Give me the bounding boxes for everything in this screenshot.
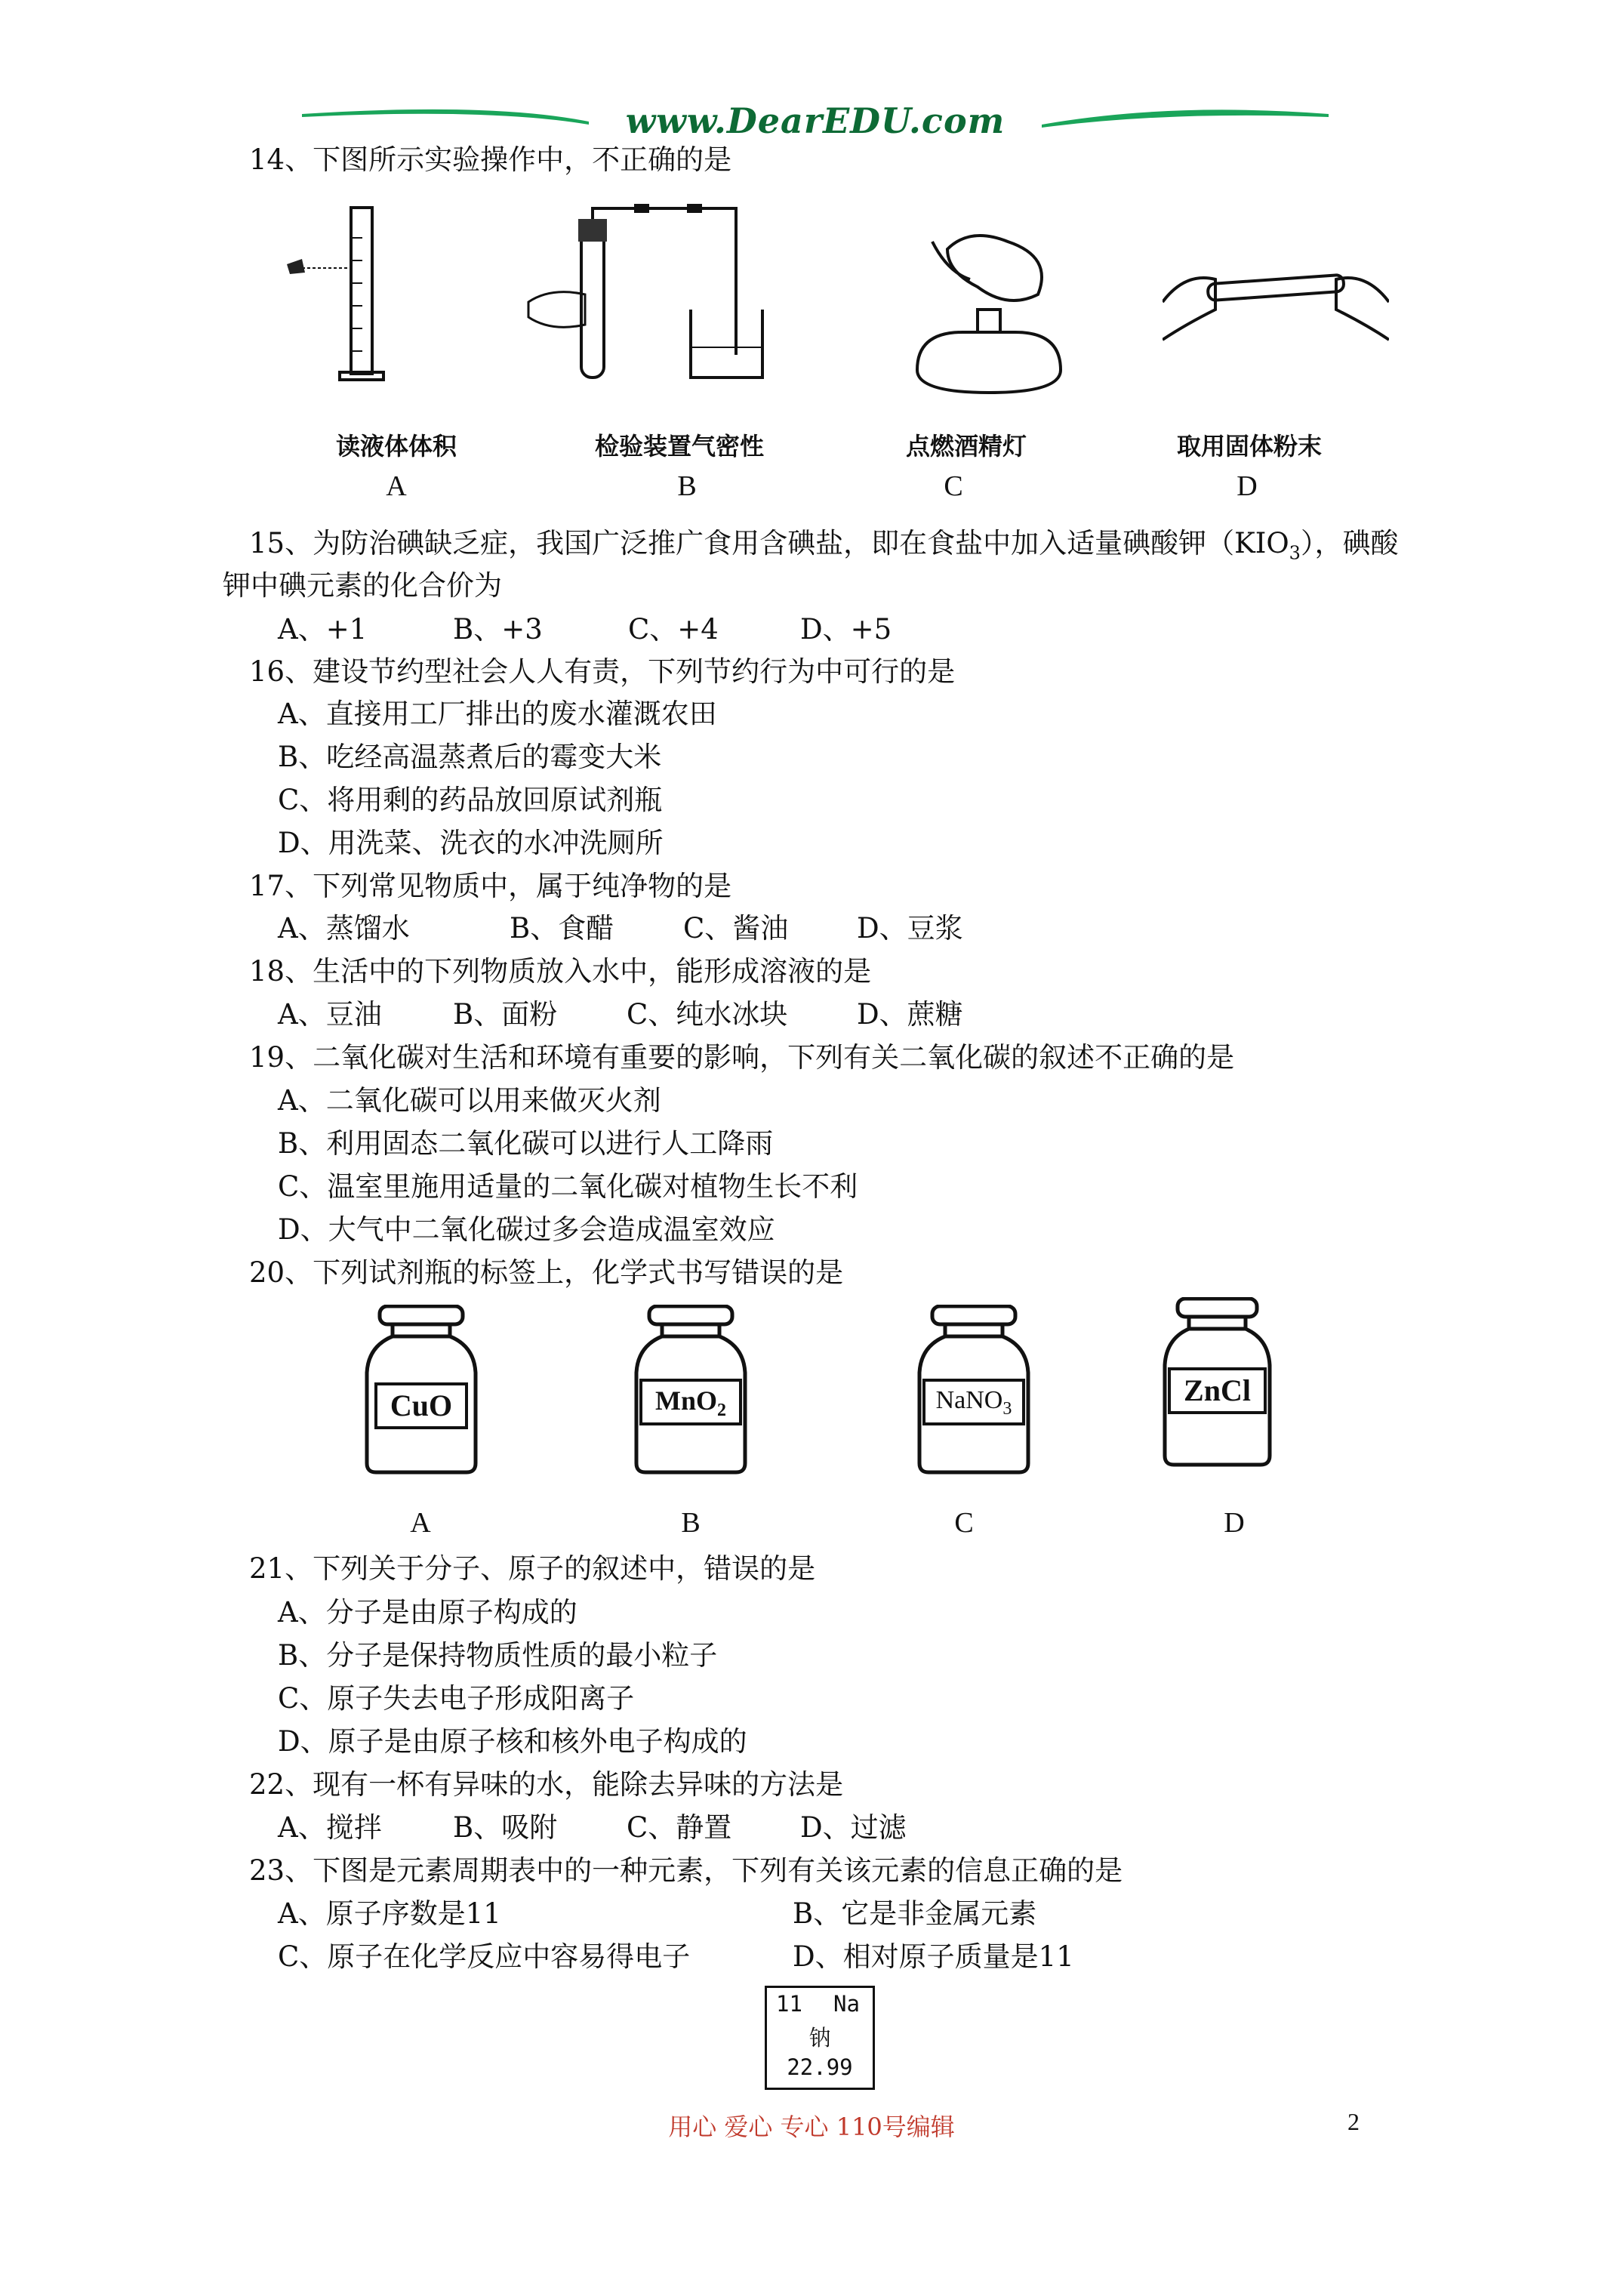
q16-option-d: D、用洗菜、洗衣的水冲洗厕所 (278, 827, 664, 859)
airtightness-figure (521, 204, 770, 400)
question-21: 21、下列关于分子、原子的叙述中，错误的是 (249, 1552, 816, 1585)
periodic-element-card (765, 1986, 875, 2090)
q17-option-a: A、蒸馏水 (278, 912, 410, 945)
q16-option-b: B、吃经高温蒸煮后的霉变大米 (278, 741, 662, 773)
bottle-c-label (924, 1386, 1024, 1419)
q21-option-a: A、分子是由原子构成的 (278, 1596, 577, 1629)
q19-option-c: C、温室里施用适量的二氧化碳对植物生长不利 (278, 1170, 858, 1203)
bottle-a-formula: CuO (390, 1388, 453, 1422)
element-mass: 22.99 (787, 2054, 853, 2080)
q15-subscript: 3 (1289, 542, 1301, 564)
q15-option-b: B、+3 (453, 613, 543, 646)
caption-a: 读液体体积 (335, 432, 457, 461)
caption-c: 点燃酒精灯 (905, 432, 1027, 461)
caption-b: 检验装置气密性 (594, 432, 764, 461)
q22-option-c: C、静置 (627, 1811, 732, 1844)
q18-option-a: A、豆油 (278, 998, 382, 1031)
question-22: 22、现有一杯有异味的水，能除去异味的方法是 (249, 1768, 844, 1801)
letter-a: A (386, 470, 407, 502)
q17-option-d: D、豆浆 (857, 912, 963, 945)
alcohol-lamp-figure (902, 227, 1076, 408)
page-number: 2 (1347, 2108, 1360, 2135)
q21-option-d: D、原子是由原子核和核外电子构成的 (278, 1725, 747, 1758)
question-15-line1 (249, 525, 1398, 571)
bottle-d (1159, 1297, 1276, 1467)
bottle-d-formula: ZnCl (1184, 1373, 1251, 1407)
q16-option-c: C、将用剩的药品放回原试剂瓶 (278, 784, 663, 816)
q18-option-d: D、蔗糖 (857, 998, 963, 1031)
letter-d: D (1236, 470, 1258, 502)
site-url: www.DearEDU.com (625, 100, 1006, 141)
bottle-b-formula: MnO (654, 1385, 717, 1416)
bottle-b-label (641, 1385, 741, 1421)
letter-b: B (677, 470, 697, 502)
bottle-a (361, 1305, 482, 1475)
footer-text: 用心 爱心 专心 110号编辑 (668, 2113, 955, 2141)
bottle-c-formula: NaNO (935, 1386, 1003, 1414)
bottle-c-subscript: 3 (1002, 1398, 1012, 1419)
q15-text-post: ），碘酸 (1300, 527, 1399, 559)
q20-letter-b: B (681, 1507, 701, 1539)
q20-letter-a: A (410, 1507, 431, 1539)
question-15-line2: 钾中碘元素的化合价为 (223, 569, 502, 602)
q15-option-d: D、+5 (800, 613, 892, 646)
question-18: 18、生活中的下列物质放入水中，能形成溶液的是 (249, 955, 872, 988)
bottle-d-label (1169, 1373, 1265, 1413)
q18-option-c: C、纯水冰块 (627, 998, 788, 1031)
element-name: 钠 (808, 2025, 831, 2051)
caption-d: 取用固体粉末 (1176, 432, 1322, 461)
bottle-c (913, 1305, 1034, 1475)
element-symbol: Na (833, 1991, 860, 2017)
question-23: 23、下图是元素周期表中的一种元素，下列有关该元素的信息正确的是 (249, 1854, 1123, 1887)
q20-letter-d: D (1224, 1507, 1245, 1539)
graduated-cylinder-figure (279, 200, 415, 404)
q21-option-c: C、原子失去电子形成阳离子 (278, 1682, 635, 1715)
element-number: 11 (776, 1991, 802, 2017)
q17-option-c: C、酱油 (683, 912, 789, 945)
q23-option-c: C、原子在化学反应中容易得电子 (278, 1940, 691, 1973)
question-19: 19、二氧化碳对生活和环境有重要的影响，下列有关二氧化碳的叙述不正确的是 (249, 1041, 1235, 1074)
question-17: 17、下列常见物质中，属于纯净物的是 (249, 870, 732, 902)
q18-option-b: B、面粉 (453, 998, 558, 1031)
q23-option-a: A、原子序数是11 (278, 1897, 501, 1930)
q22-option-b: B、吸附 (453, 1811, 558, 1844)
letter-c: C (944, 470, 963, 502)
q21-option-b: B、分子是保持物质性质的最小粒子 (278, 1639, 718, 1672)
q20-letter-c: C (954, 1507, 974, 1539)
powder-figure (1163, 257, 1389, 370)
question-20: 20、下列试剂瓶的标签上，化学式书写错误的是 (249, 1256, 844, 1289)
q15-option-c: C、+4 (628, 613, 719, 646)
q22-option-d: D、过滤 (800, 1811, 907, 1844)
q23-option-d: D、相对原子质量是11 (793, 1940, 1074, 1973)
q19-option-a: A、二氧化碳可以用来做灭火剂 (278, 1084, 661, 1117)
q15-text-pre: 15、为防治碘缺乏症，我国广泛推广食用含碘盐，即在食盐中加入适量碘酸钾（KIO (249, 527, 1289, 559)
q15-option-a: A、+1 (278, 613, 368, 646)
q19-option-b: B、利用固态二氧化碳可以进行人工降雨 (278, 1127, 774, 1160)
bottle-b-subscript: 2 (717, 1401, 726, 1421)
bottle-b (630, 1305, 751, 1475)
q23-option-b: B、它是非金属元素 (793, 1897, 1037, 1930)
site-banner (302, 94, 1329, 147)
q17-option-b: B、食醋 (510, 912, 614, 945)
bottle-a-label (376, 1388, 467, 1428)
q19-option-d: D、大气中二氧化碳过多会造成温室效应 (278, 1213, 775, 1246)
question-14: 14、下图所示实验操作中，不正确的是 (249, 143, 732, 176)
question-16: 16、建设节约型社会人人有责，下列节约行为中可行的是 (249, 655, 956, 688)
q22-option-a: A、搅拌 (278, 1811, 382, 1844)
q16-option-a: A、直接用工厂排出的废水灌溉农田 (278, 698, 717, 730)
